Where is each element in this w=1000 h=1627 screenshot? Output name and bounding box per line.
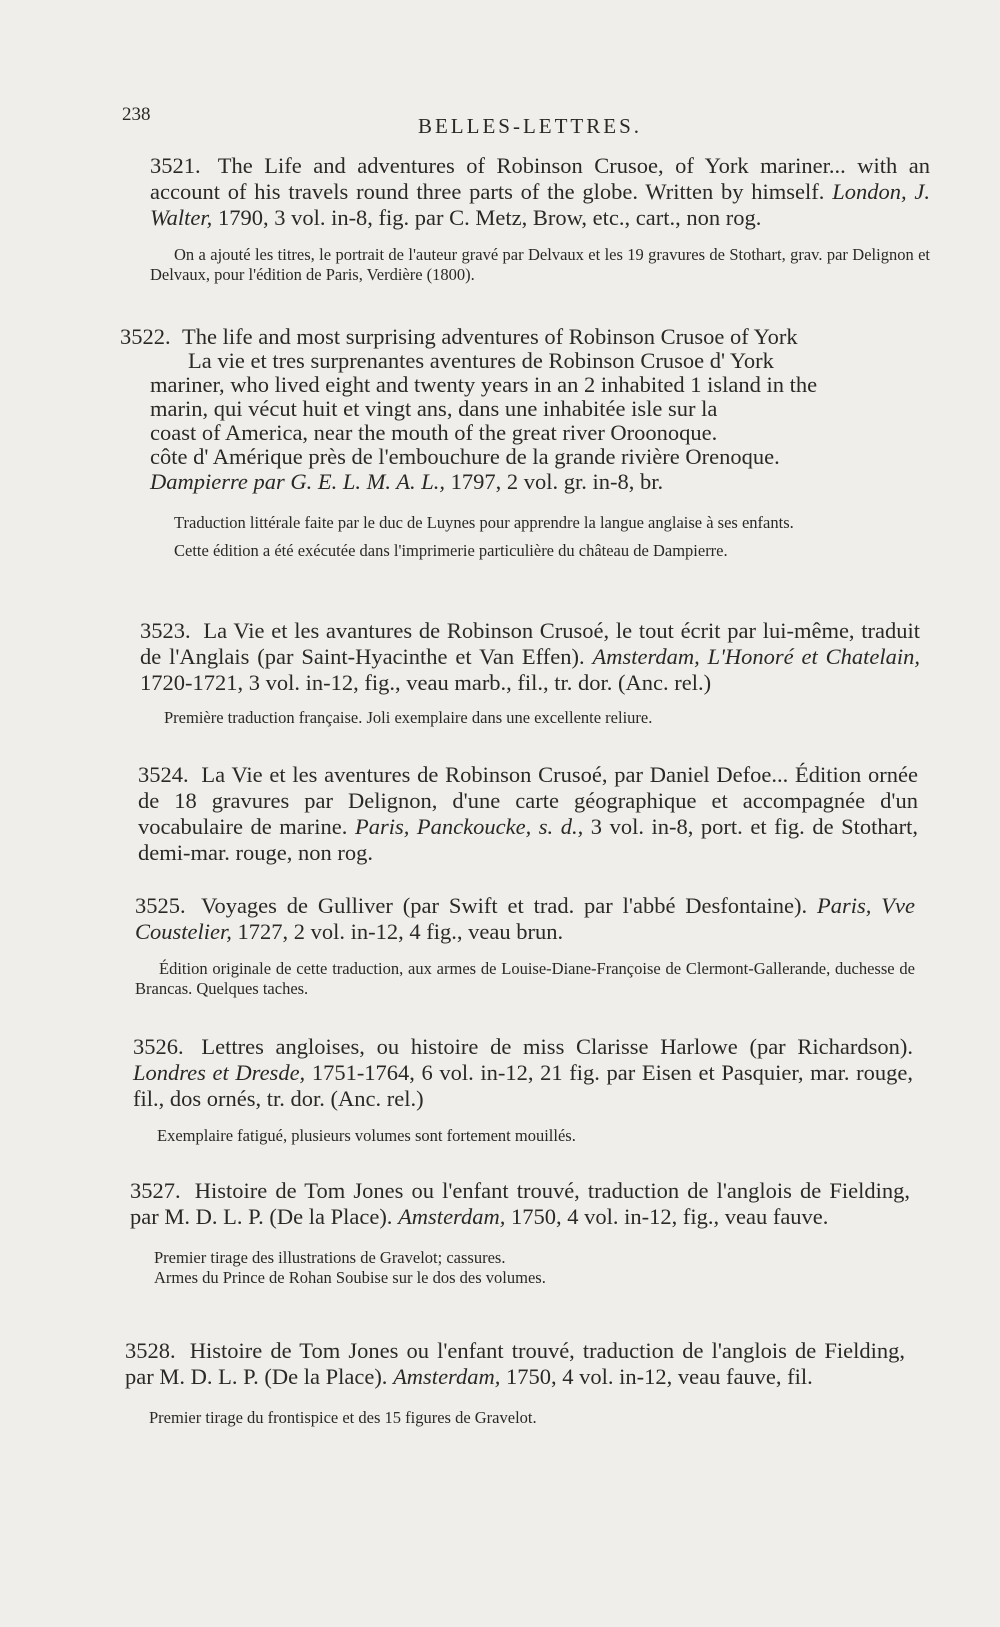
- catalogue-entry-3523: [140, 618, 920, 728]
- entry-note: Armes du Prince de Rohan Soubise sur le dos des volumes.: [154, 1268, 546, 1287]
- catalogue-entry-3525: [135, 893, 915, 999]
- entry-imprint: 1750, 4 vol. in-12, veau fauve, fil.: [505, 1364, 813, 1389]
- english-line: mariner, who lived eight and twenty years in an 2 inhabited 1 island in the: [150, 372, 818, 397]
- english-line: The life and most surprising adventures of Robinson Crusoe of York: [182, 324, 798, 349]
- entry-text: [125, 1338, 905, 1390]
- entry-imprint-line: [150, 469, 930, 495]
- entry-text: [150, 153, 930, 231]
- entry-title: Voyages de Gulliver (par Swift et trad. par l'abbé Desfontaine).: [201, 893, 808, 918]
- entry-imprint: 1727, 2 vol. in-12, 4 fig., veau brun.: [237, 919, 564, 944]
- entry-note: Exemplaire fatigué, plusieurs volumes sont fortement mouillés.: [157, 1126, 576, 1145]
- entry-note: Première traduction française. Joli exemplaire dans une excellente reliure.: [164, 708, 653, 727]
- entry-imprint-place: London, J. Walter,: [150, 179, 931, 230]
- catalogue-entry-3526: [133, 1034, 913, 1146]
- entry-note: Traduction littérale faite par le duc de Luynes pour apprendre la langue anglaise à ses enfants.: [174, 513, 794, 532]
- entry-title: The Life and adventures of Robinson Crusoe, of York mariner... with an account of his travels round three parts of the globe. Written by himself.: [150, 153, 930, 204]
- entry-imprint: 1750, 4 vol. in-12, fig., veau fauve.: [510, 1204, 829, 1229]
- entry-note: Cette édition a été exécutée dans l'imprimerie particulière du château de Dampierre.: [174, 541, 728, 560]
- entry-imprint-place: Dampierre par G. E. L. M. A. L.,: [150, 469, 446, 494]
- catalogue-entry-3527: [130, 1178, 910, 1288]
- entry-imprint-place: Paris, Vve Coustelier,: [135, 893, 915, 944]
- entry-text: [140, 618, 920, 696]
- french-line: La vie et tres surprenantes aventures de Robinson Crusoe d' York: [188, 348, 774, 373]
- entry-number: 3523.: [140, 618, 191, 643]
- catalogue-entry-3528: [125, 1338, 905, 1428]
- entry-note: Premier tirage du frontispice et des 15 figures de Gravelot.: [149, 1408, 537, 1427]
- entry-title: La Vie et les aventures de Robinson Crusoé, par Daniel Defoe... Édition ornée de 18 gravures par Delignon, d'une carte géographique et accompagnée d'un vocabulaire de marine.: [138, 762, 919, 839]
- page-number: 238: [122, 104, 151, 125]
- entry-number: 3525.: [135, 893, 186, 918]
- english-line: coast of America, near the mouth of the great river Oroonoque.: [150, 420, 718, 445]
- entry-imprint-place: Amsterdam,: [398, 1204, 506, 1229]
- entry-number: 3527.: [130, 1178, 181, 1203]
- entry-imprint-place: Amsterdam, L'Honoré et Chatelain,: [592, 644, 920, 669]
- entry-imprint: 1751-1764, 6 vol. in-12, 21 fig. par Eisen et Pasquier, mar. rouge, fil., dos ornés, tr. dor. (Anc. rel.): [133, 1060, 913, 1111]
- entry-number: 3528.: [125, 1338, 176, 1363]
- entry-text: [138, 762, 918, 866]
- parallel-text: [120, 324, 930, 469]
- entry-text: [135, 893, 915, 945]
- french-line: marin, qui vécut huit et vingt ans, dans une inhabitée isle sur la: [150, 396, 718, 421]
- entry-title: La Vie et les avantures de Robinson Crusoé, le tout écrit par lui-même, traduit de l'Anglais (par Saint-Hyacinthe et Van Effen).: [140, 618, 921, 669]
- entry-imprint: 3 vol. in-8, port. et fig. de Stothart, demi-mar. rouge, non rog.: [138, 814, 918, 865]
- entry-imprint-place: Paris, Panckoucke, s. d.,: [354, 814, 584, 839]
- catalogue-entry-3521: [150, 153, 930, 285]
- entry-number: 3522.: [120, 324, 171, 349]
- entry-note: Édition originale de cette traduction, aux armes de Louise-Diane-Françoise de Clermont-Gallerande, duchesse de Brancas. Quelques taches.: [135, 959, 915, 998]
- catalogue-entry-3522: [120, 324, 930, 561]
- catalogue-entry-3524: [138, 762, 918, 866]
- entry-number: 3524.: [138, 762, 189, 787]
- running-title: BELLES-LETTRES.: [417, 114, 643, 138]
- entry-imprint-place: Londres et Dresde,: [133, 1060, 306, 1085]
- entry-imprint: 1720-1721, 3 vol. in-12, fig., veau marb., fil., tr. dor. (Anc. rel.): [140, 670, 712, 695]
- entry-number: 3521.: [150, 153, 201, 178]
- entry-text: [130, 1178, 910, 1230]
- entry-note: On a ajouté les titres, le portrait de l'auteur gravé par Delvaux et les 19 gravures de Stothart, grav. par Delignon et Delvaux, pour l'édition de Paris, Verdière (1800).: [150, 245, 930, 284]
- entry-number: 3526.: [133, 1034, 184, 1059]
- entry-imprint-place: Amsterdam,: [393, 1364, 501, 1389]
- french-line: côte d' Amérique près de l'embouchure de la grande rivière Orenoque.: [150, 444, 780, 469]
- entry-note: Premier tirage des illustrations de Gravelot; cassures.: [154, 1248, 506, 1267]
- entry-imprint: 1797, 2 vol. gr. in-8, br.: [450, 469, 664, 494]
- entry-title: Lettres angloises, ou histoire de miss Clarisse Harlowe (par Richardson).: [201, 1034, 914, 1059]
- entry-title: Histoire de Tom Jones ou l'enfant trouvé, traduction de l'anglois de Fielding, par M. D. L. P. (De la Place).: [125, 1338, 906, 1389]
- entry-imprint: 1790, 3 vol. in-8, fig. par C. Metz, Brow, etc., cart., non rog.: [217, 205, 762, 230]
- entry-text: [133, 1034, 913, 1112]
- entry-title: Histoire de Tom Jones ou l'enfant trouvé, traduction de l'anglois de Fielding, par M. D. L. P. (De la Place).: [130, 1178, 911, 1229]
